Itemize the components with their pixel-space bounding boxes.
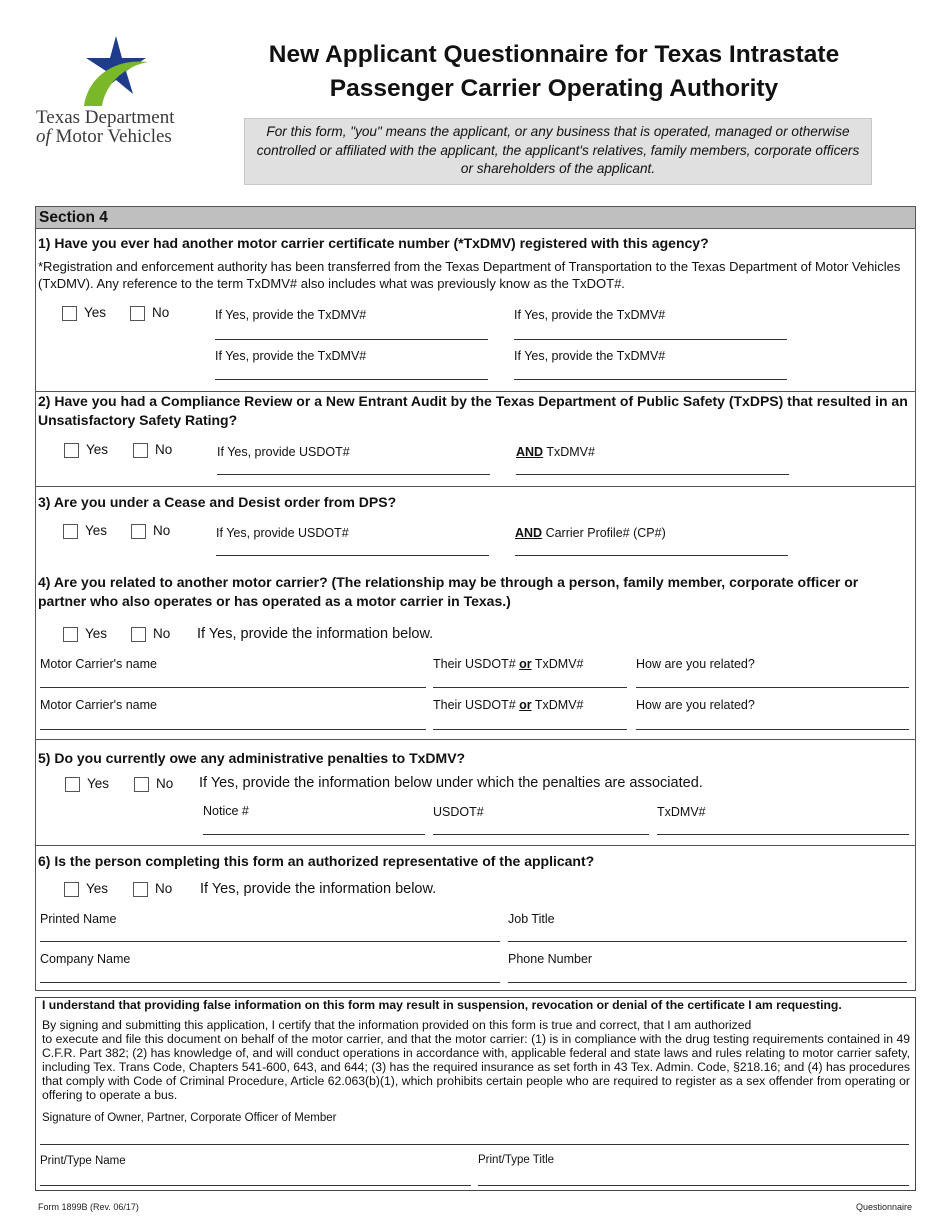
q5-instruction: If Yes, provide the information below under which the penalties are associated. bbox=[199, 775, 703, 791]
q6-job-title-field[interactable] bbox=[508, 941, 907, 942]
print-name-field[interactable] bbox=[40, 1185, 471, 1186]
q4-or: or bbox=[519, 698, 532, 712]
q2-question: 2) Have you had a Compliance Review or a New Entrant Audit by the Texas Department of Public Safety (TxDPS) that resulted in an Unsatisfactory Safety Rating? bbox=[38, 393, 908, 428]
q6-printed-name-field[interactable] bbox=[40, 941, 500, 942]
definition-note: For this form, "you" means the applicant, or any business that is operated, managed or otherwise controlled or affiliated with the applicant, the applicant's relatives, family members, corporate officers or shareholders of the applicant. bbox=[244, 118, 872, 185]
q3-yes-checkbox[interactable] bbox=[63, 524, 78, 539]
page-title-line1: New Applicant Questionnaire for Texas Intrastate bbox=[268, 41, 840, 68]
declaration-body-rest: to execute and file this document on behalf of the motor carrier, and that the motor carrier: (1) is in compliance with the drug testing requirements contained in 49 C.F.R. Part 382; (2) has knowledge of, and will conduct operations in accordance with, applicable federal and state laws and rules relating to motor carrier safety, including Tex. Trans Code, Chapters 541-600, 643, and 644; (3) has the required insurance as set forth in 43 Tex. Admin. Code, §218.16; and (4) has procedures that comply with Code of Criminal Procedure, Article 62.063(b)(1), which prohibits certain people who are required to register as a sex offender from operating or offering to operate a bus. bbox=[42, 1032, 910, 1102]
page-title-line2: Passenger Carrier Operating Authority bbox=[329, 75, 779, 102]
declaration-body-line1: By signing and submitting this application, I certify that the information provided on this form is true and correct, that I am authorized bbox=[42, 1018, 752, 1032]
q1-txdmv-field-4[interactable] bbox=[514, 379, 787, 380]
q4-their-usdot: Their USDOT# bbox=[433, 657, 520, 671]
q2-usdot-label: If Yes, provide USDOT# bbox=[217, 445, 350, 459]
q4-yes-label: Yes bbox=[85, 626, 108, 641]
q1-txdmv-label-2: If Yes, provide the TxDMV# bbox=[514, 308, 666, 322]
q4-no-checkbox[interactable] bbox=[131, 627, 146, 642]
q5-yes-checkbox[interactable] bbox=[65, 777, 80, 792]
q3-usdot-label: If Yes, provide USDOT# bbox=[216, 526, 349, 540]
q4-usdot-txdmv-label-1 bbox=[433, 656, 584, 672]
q1-txdmv-label-3: If Yes, provide the TxDMV# bbox=[215, 349, 367, 363]
q2-yes-checkbox[interactable] bbox=[64, 443, 79, 458]
q4-no-label: No bbox=[153, 626, 171, 641]
q4-related-field-2[interactable] bbox=[636, 729, 909, 730]
declaration-body bbox=[42, 1018, 910, 1102]
q4-yes-checkbox[interactable] bbox=[63, 627, 78, 642]
footer-label: Questionnaire bbox=[855, 1202, 912, 1212]
q4-related-label-1: How are you related? bbox=[636, 657, 755, 671]
form-number: Form 1899B (Rev. 06/17) bbox=[38, 1202, 139, 1212]
q2-no-checkbox[interactable] bbox=[133, 443, 148, 458]
q3-cp-text: Carrier Profile# (CP#) bbox=[542, 526, 666, 540]
q6-no-label: No bbox=[155, 881, 173, 896]
q4-carrier-name-label-2: Motor Carrier's name bbox=[40, 698, 157, 712]
q6-phone-label: Phone Number bbox=[508, 952, 593, 966]
q1-note: *Registration and enforcement authority has been transferred from the Texas Department of Transportation to the Texas Department of Motor Vehicles (TxDMV). Any reference to the term TxDMV# also includes what was previously know as the TxDOT#. bbox=[38, 259, 901, 291]
q5-no-checkbox[interactable] bbox=[134, 777, 149, 792]
logo-of: of bbox=[36, 126, 51, 147]
q1-txdmv-field-3[interactable] bbox=[215, 379, 488, 380]
logo-wordmark bbox=[36, 108, 206, 146]
q3-usdot-field[interactable] bbox=[216, 555, 489, 556]
q2-txdmv-label bbox=[516, 444, 595, 460]
q4-carrier-name-field-1[interactable] bbox=[40, 687, 426, 688]
q5-txdmv-label: TxDMV# bbox=[657, 805, 706, 819]
q3-and: AND bbox=[515, 526, 543, 540]
q3-no-checkbox[interactable] bbox=[131, 524, 146, 539]
q4-usdot-txdmv-field-1[interactable] bbox=[433, 687, 627, 688]
page-title bbox=[230, 38, 878, 106]
q5-question: 5) Do you currently owe any administrative penalties to TxDMV? bbox=[38, 750, 466, 766]
q1-no-checkbox[interactable] bbox=[130, 306, 145, 321]
q4-carrier-name-label-1: Motor Carrier's name bbox=[40, 657, 157, 671]
q5-yes-label: Yes bbox=[87, 776, 110, 791]
q5-txdmv-field[interactable] bbox=[657, 834, 909, 835]
q3-no-label: No bbox=[153, 523, 171, 538]
logo-line1: Texas Department bbox=[36, 107, 175, 128]
print-name-label: Print/Type Name bbox=[40, 1155, 126, 1167]
logo-line2 bbox=[36, 127, 206, 146]
q4-txdmv: TxDMV# bbox=[531, 657, 584, 671]
q4-instruction: If Yes, provide the information below. bbox=[197, 626, 434, 642]
txdmv-logo bbox=[36, 36, 196, 148]
q2-yes-label: Yes bbox=[86, 442, 109, 457]
q1-yes-label: Yes bbox=[84, 305, 107, 320]
q5-notice-label: Notice # bbox=[203, 804, 249, 818]
signature-field[interactable] bbox=[40, 1144, 909, 1145]
divider bbox=[35, 486, 916, 487]
q1-txdmv-field-2[interactable] bbox=[514, 339, 787, 340]
declaration-heading: I understand that providing false information on this form may result in suspension, revocation or denial of the certificate I am requesting. bbox=[42, 998, 842, 1012]
q1-no-label: No bbox=[152, 305, 170, 320]
q1-yes-checkbox[interactable] bbox=[62, 306, 77, 321]
q4-question: 4) Are you related to another motor carrier? (The relationship may be through a person, family member, corporate officer or partner who also operates or has operated as a motor carrier in Texas.) bbox=[38, 574, 859, 609]
q2-no-label: No bbox=[155, 442, 173, 457]
q5-usdot-label: USDOT# bbox=[433, 805, 484, 819]
q2-txdmv-text: TxDMV# bbox=[543, 445, 595, 459]
q3-yes-label: Yes bbox=[85, 523, 108, 538]
q1-txdmv-field-1[interactable] bbox=[215, 339, 488, 340]
q6-instruction: If Yes, provide the information below. bbox=[200, 881, 437, 897]
q4-usdot-txdmv-label-2 bbox=[433, 697, 584, 713]
divider bbox=[35, 739, 916, 740]
q5-notice-field[interactable] bbox=[203, 834, 425, 835]
q4-carrier-name-field-2[interactable] bbox=[40, 729, 426, 730]
q4-related-label-2: How are you related? bbox=[636, 698, 755, 712]
print-title-label: Print/Type Title bbox=[478, 1154, 555, 1166]
logo-motor-vehicles: Motor Vehicles bbox=[50, 126, 172, 147]
q3-question: 3) Are you under a Cease and Desist order from DPS? bbox=[38, 494, 397, 510]
divider bbox=[35, 845, 916, 846]
q6-yes-label: Yes bbox=[86, 881, 109, 896]
q4-or: or bbox=[519, 657, 532, 671]
q1-txdmv-label-1: If Yes, provide the TxDMV# bbox=[215, 308, 367, 322]
q5-no-label: No bbox=[156, 776, 174, 791]
q1-question: 1) Have you ever had another motor carrier certificate number (*TxDMV) registered with this agency? bbox=[38, 235, 709, 251]
signature-label: Signature of Owner, Partner, Corporate Officer of Member bbox=[42, 1112, 337, 1124]
star-swoosh-icon bbox=[76, 36, 156, 108]
q3-cp-field[interactable] bbox=[515, 555, 788, 556]
q6-company-name-label: Company Name bbox=[40, 952, 131, 966]
q6-printed-name-label: Printed Name bbox=[40, 912, 117, 926]
q3-cp-label bbox=[515, 525, 666, 541]
q6-job-title-label: Job Title bbox=[508, 912, 555, 926]
q4-txdmv: TxDMV# bbox=[531, 698, 584, 712]
q4-their-usdot: Their USDOT# bbox=[433, 698, 520, 712]
q6-phone-field[interactable] bbox=[508, 982, 907, 983]
q4-usdot-txdmv-field-2[interactable] bbox=[433, 729, 627, 730]
q6-no-checkbox[interactable] bbox=[133, 882, 148, 897]
q5-usdot-field[interactable] bbox=[433, 834, 649, 835]
print-title-field[interactable] bbox=[478, 1185, 909, 1186]
q2-and: AND bbox=[516, 445, 544, 459]
q2-usdot-field[interactable] bbox=[217, 474, 490, 475]
section-title: Section 4 bbox=[35, 206, 916, 229]
q6-yes-checkbox[interactable] bbox=[64, 882, 79, 897]
q4-related-field-1[interactable] bbox=[636, 687, 909, 688]
q1-txdmv-label-4: If Yes, provide the TxDMV# bbox=[514, 349, 666, 363]
q2-txdmv-field[interactable] bbox=[516, 474, 789, 475]
q6-company-name-field[interactable] bbox=[40, 982, 500, 983]
q6-question: 6) Is the person completing this form an authorized representative of the applicant? bbox=[38, 853, 595, 869]
